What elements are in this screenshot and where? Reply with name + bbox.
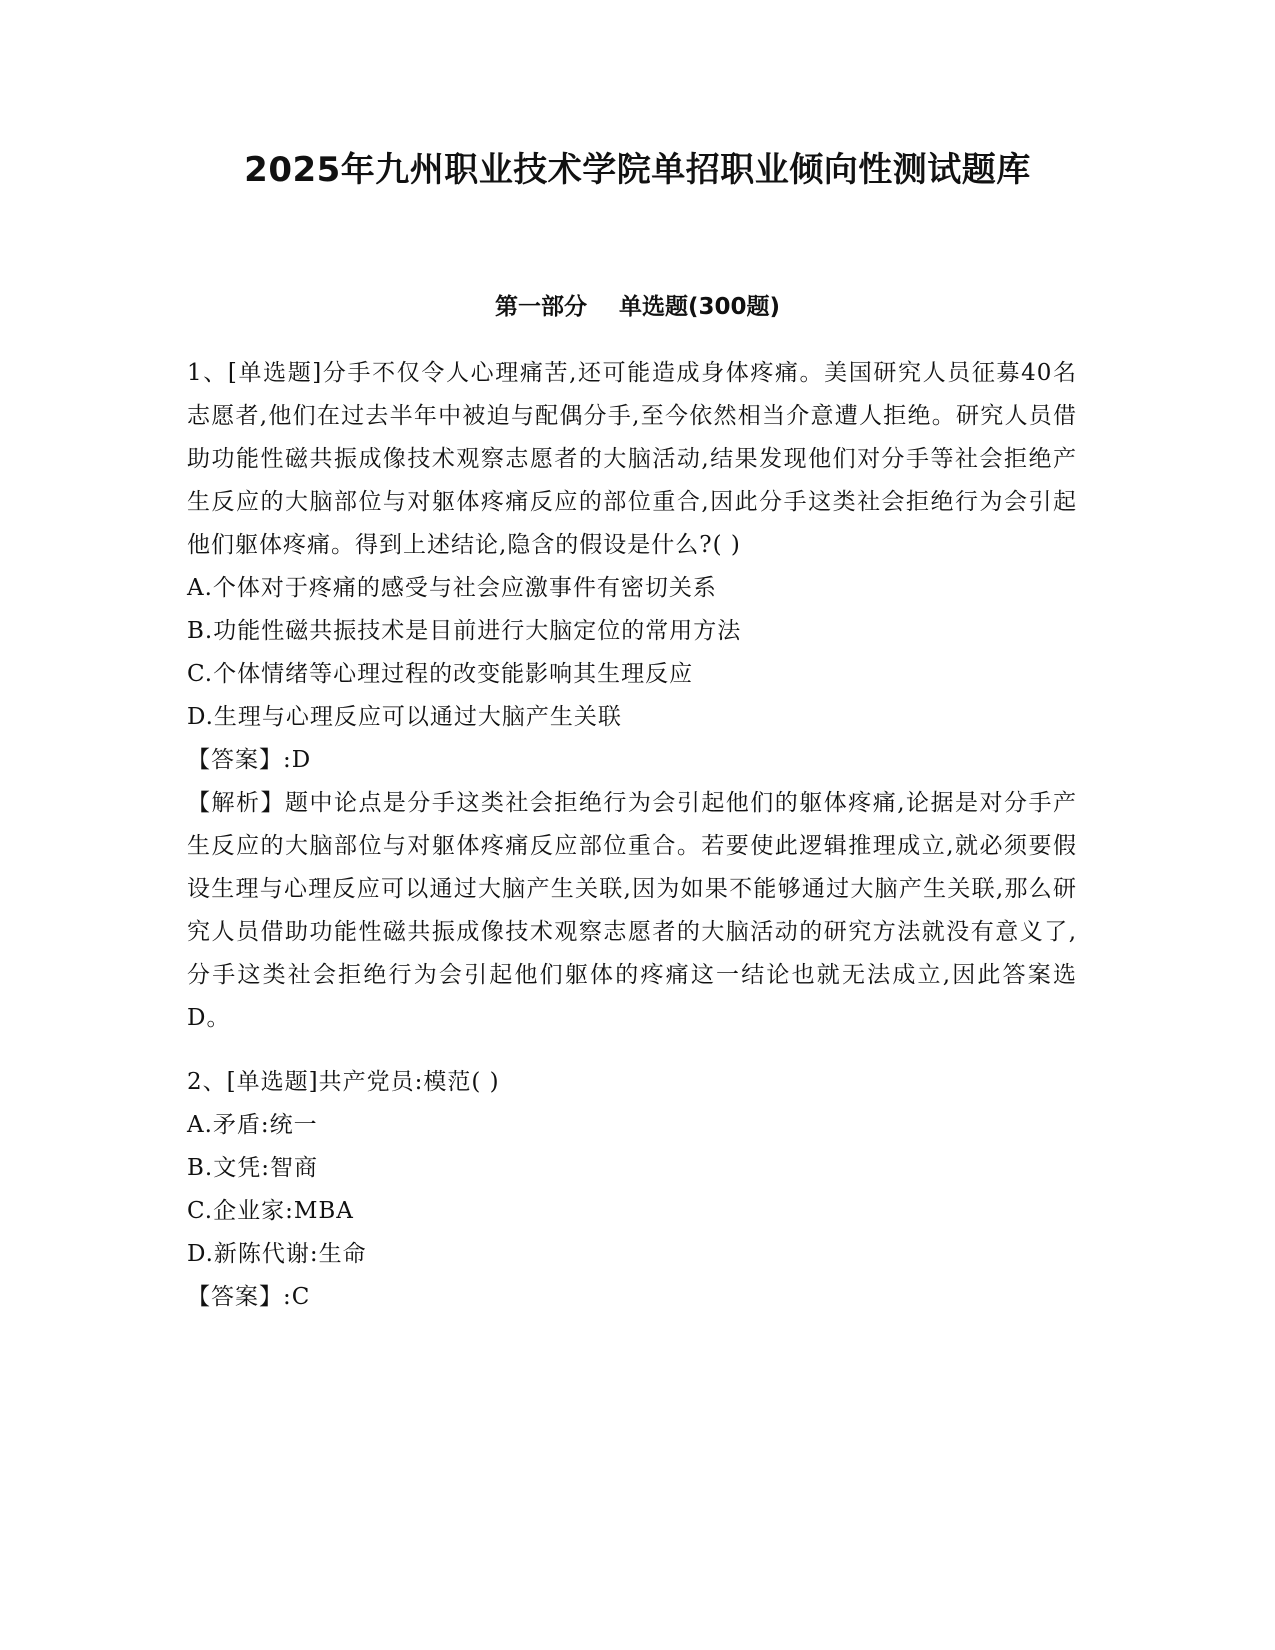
analysis-paragraph: 【解析】题中论点是分手这类社会拒绝行为会引起他们的躯体疼痛,论据是对分手产生反应的大脑部位与对躯体疼痛反应部位重合。若要使此逻辑推理成立,就必须要假设生理与心理反应可以通过大脑产生关联,因为如果不能够通过大脑产生关联,那么研究人员借助功能性磁共振成像技术观察志愿者的大脑活动的研究方法就没有意义了,分手这类社会拒绝行为会引起他们躯体的疼痛这一结论也就无法成立,因此答案选D。 bbox=[187, 790, 1077, 1031]
option-b: B.文凭:智商 bbox=[187, 1155, 318, 1181]
option-d: D.生理与心理反应可以通过大脑产生关联 bbox=[187, 704, 622, 730]
page-title: 2025年九州职业技术学院单招职业倾向性测试题库 bbox=[244, 150, 1031, 190]
option-a: A.个体对于疼痛的感受与社会应激事件有密切关系 bbox=[187, 575, 717, 601]
question-list bbox=[187, 352, 1077, 1319]
question-stem: 2、[单选题]共产党员:模范( ) bbox=[187, 1069, 500, 1095]
answer-line: 【答案】:C bbox=[187, 1284, 311, 1310]
question-1 bbox=[187, 352, 1077, 1040]
answer-line: 【答案】:D bbox=[187, 747, 312, 773]
option-d: D.新陈代谢:生命 bbox=[187, 1241, 367, 1267]
option-a: A.矛盾:统一 bbox=[187, 1112, 318, 1138]
section-title: 第一部分 单选题(300题) bbox=[494, 294, 781, 320]
question-stem: 1、[单选题]分手不仅令人心理痛苦,还可能造成身体疼痛。美国研究人员征募40名志愿者,他们在过去半年中被迫与配偶分手,至今依然相当介意遭人拒绝。研究人员借助功能性磁共振成像技术观察志愿者的大脑活动,结果发现他们对分手等社会拒绝产生反应的大脑部位与对躯体疼痛反应的部位重合,因此分手这类社会拒绝行为会引起他们躯体疼痛。得到上述结论,隐含的假设是什么?( ) bbox=[187, 360, 1077, 558]
option-c: C.企业家:MBA bbox=[187, 1198, 354, 1224]
question-spacer bbox=[187, 1040, 1077, 1061]
option-c: C.个体情绪等心理过程的改变能影响其生理反应 bbox=[187, 661, 694, 687]
question-2 bbox=[187, 1061, 1077, 1319]
option-b: B.功能性磁共振技术是目前进行大脑定位的常用方法 bbox=[187, 618, 742, 644]
